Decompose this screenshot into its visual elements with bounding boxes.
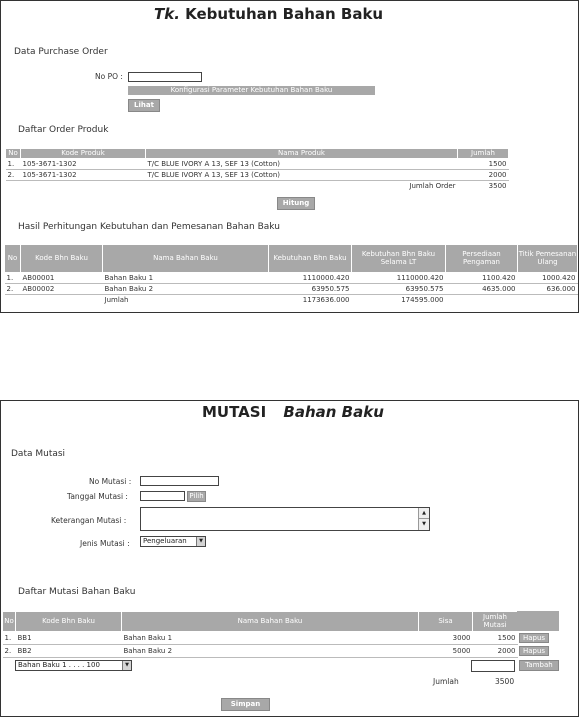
mutasi-cell: 1500 <box>473 632 518 645</box>
tanggal-mutasi-input[interactable] <box>140 491 185 501</box>
order-cell: 2000 <box>458 170 509 181</box>
order-header-kode: Kode Produk <box>21 149 146 159</box>
no-po-input[interactable] <box>128 72 202 82</box>
hapus-button[interactable]: Hapus <box>519 633 549 643</box>
hasil-jumlah-kebutuhan: 1173636.000 <box>302 296 350 305</box>
table-row <box>6 159 509 170</box>
order-header-nama: Nama Produk <box>146 149 458 159</box>
title-prefix: Tk. <box>154 5 180 23</box>
hasil-cell: AB00001 <box>21 273 103 284</box>
textarea-scrollbar[interactable] <box>418 508 429 530</box>
hasil-cell: 1000.420 <box>518 273 578 284</box>
keterangan-mutasi-label: Keterangan Mutasi : <box>51 516 127 525</box>
hasil-header-nama: Nama Bahan Baku <box>103 245 269 273</box>
mutasi-header-action <box>517 611 559 631</box>
hasil-cell: Bahan Baku 1 <box>103 273 269 284</box>
hasil-cell: Bahan Baku 2 <box>103 284 269 295</box>
table-row <box>6 170 509 181</box>
hasil-jumlah-row <box>5 295 578 306</box>
mutasi-table <box>2 611 518 658</box>
mutasi-cell: 3000 <box>419 632 473 645</box>
jumlah-mutasi-input[interactable] <box>471 660 515 672</box>
mutasi-cell: 1. <box>3 632 16 645</box>
tanggal-mutasi-label: Tanggal Mutasi : <box>67 492 128 501</box>
jumlah-value: 3500 <box>495 677 515 686</box>
order-header-no: No <box>6 149 21 159</box>
order-cell: 1500 <box>458 159 509 170</box>
hasil-cell: 1110000.420 <box>352 273 446 284</box>
mutasi-cell: BB1 <box>16 632 122 645</box>
jumlah-order-row <box>6 181 509 192</box>
title-italic: Bahan Baku <box>283 403 384 421</box>
bahan-baku-select[interactable] <box>15 660 132 671</box>
hasil-cell: 1100.420 <box>446 273 518 284</box>
mutasi-header-kode: Kode Bhn Baku <box>16 612 122 632</box>
no-mutasi-label: No Mutasi : <box>89 477 132 486</box>
jenis-mutasi-value: Pengeluaran <box>143 537 187 545</box>
hasil-header-persediaan: Persediaan Pengaman <box>446 245 518 273</box>
simpan-button[interactable]: Simpan <box>221 698 270 711</box>
hasil-jumlah-kebutuhan-lt: 174595.000 <box>401 296 444 305</box>
hasil-table <box>4 244 578 306</box>
order-cell: 1. <box>6 159 21 170</box>
order-cell: 2. <box>6 170 21 181</box>
jumlah-order-value: 3500 <box>488 182 507 191</box>
order-cell: T/C BLUE IVORY A 13, SEF 13 (Cotton) <box>146 170 458 181</box>
order-cell: 105-3671-1302 <box>21 159 146 170</box>
jumlah-order-label: Jumlah Order <box>409 182 456 191</box>
hasil-jumlah-label: Jumlah <box>104 296 129 305</box>
hasil-header-no: No <box>5 245 21 273</box>
kebutuhan-title <box>154 5 383 23</box>
hasil-header-kebutuhan: Kebutuhan Bhn Baku <box>269 245 352 273</box>
mutasi-header-sisa: Sisa <box>419 612 473 632</box>
table-row <box>5 284 578 295</box>
konfigurasi-parameter-link[interactable]: Konfigurasi Parameter Kebutuhan Bahan Baku <box>128 86 375 95</box>
table-row <box>3 645 518 658</box>
hasil-cell: 1. <box>5 273 21 284</box>
chevron-down-icon[interactable]: ▼ <box>196 537 205 546</box>
table-row <box>3 632 518 645</box>
hasil-cell: 4635.000 <box>446 284 518 295</box>
title-rest: Kebutuhan Bahan Baku <box>185 5 384 23</box>
section-purchase-order: Data Purchase Order <box>14 47 108 57</box>
order-table <box>5 148 509 192</box>
title-main: MUTASI <box>202 403 267 421</box>
bahan-baku-select-value: Bahan Baku 1 . . . . 100 <box>18 661 100 669</box>
mutasi-cell: 5000 <box>419 645 473 658</box>
mutasi-header-nama: Nama Bahan Baku <box>122 612 419 632</box>
chevron-down-icon[interactable]: ▼ <box>122 661 131 670</box>
tambah-button[interactable]: Tambah <box>519 660 559 671</box>
hasil-cell: 63950.575 <box>352 284 446 295</box>
jenis-mutasi-label: Jenis Mutasi : <box>80 539 130 548</box>
hasil-cell: 1110000.420 <box>269 273 352 284</box>
table-row <box>5 273 578 284</box>
order-cell: T/C BLUE IVORY A 13, SEF 13 (Cotton) <box>146 159 458 170</box>
mutasi-cell: 2. <box>3 645 16 658</box>
hasil-cell: 63950.575 <box>269 284 352 295</box>
mutasi-header-no: No <box>3 612 16 632</box>
kebutuhan-panel <box>0 0 579 313</box>
section-data-mutasi: Data Mutasi <box>11 449 66 459</box>
hasil-header-kode: Kode Bhn Baku <box>21 245 103 273</box>
pilih-tanggal-button[interactable]: Pilih <box>187 491 206 502</box>
mutasi-cell: Bahan Baku 1 <box>122 632 419 645</box>
hasil-header-titik: Titik Pemesanan Ulang <box>518 245 578 273</box>
hasil-cell: 636.000 <box>518 284 578 295</box>
mutasi-cell: Bahan Baku 2 <box>122 645 419 658</box>
hitung-button[interactable]: Hitung <box>277 197 315 210</box>
section-hasil-perhitungan: Hasil Perhitungan Kebutuhan dan Pemesanan Bahan Baku <box>18 222 280 232</box>
mutasi-header-jumlah: Jumlah Mutasi <box>473 612 518 632</box>
hasil-cell: AB00002 <box>21 284 103 295</box>
section-order-produk: Daftar Order Produk <box>18 125 109 135</box>
no-po-label: No PO : <box>95 72 123 81</box>
mutasi-cell: 2000 <box>473 645 518 658</box>
no-mutasi-input[interactable] <box>140 476 219 486</box>
keterangan-mutasi-textarea[interactable] <box>140 507 430 531</box>
mutasi-cell: BB2 <box>16 645 122 658</box>
jumlah-label: Jumlah <box>433 677 459 686</box>
mutasi-panel <box>0 400 579 717</box>
scroll-up-icon[interactable]: ▲ <box>419 508 429 519</box>
hapus-button[interactable]: Hapus <box>519 646 549 656</box>
order-header-jumlah: Jumlah <box>458 149 509 159</box>
scroll-down-icon[interactable]: ▼ <box>422 521 426 527</box>
order-cell: 105-3671-1302 <box>21 170 146 181</box>
hasil-header-kebutuhan-lt: Kebutuhan Bhn Baku Selama LT <box>352 245 446 273</box>
mutasi-title <box>202 403 384 421</box>
jenis-mutasi-select[interactable] <box>140 536 206 547</box>
lihat-button[interactable]: Lihat <box>128 99 160 112</box>
hasil-cell: 2. <box>5 284 21 295</box>
section-daftar-mutasi: Daftar Mutasi Bahan Baku <box>18 587 136 597</box>
